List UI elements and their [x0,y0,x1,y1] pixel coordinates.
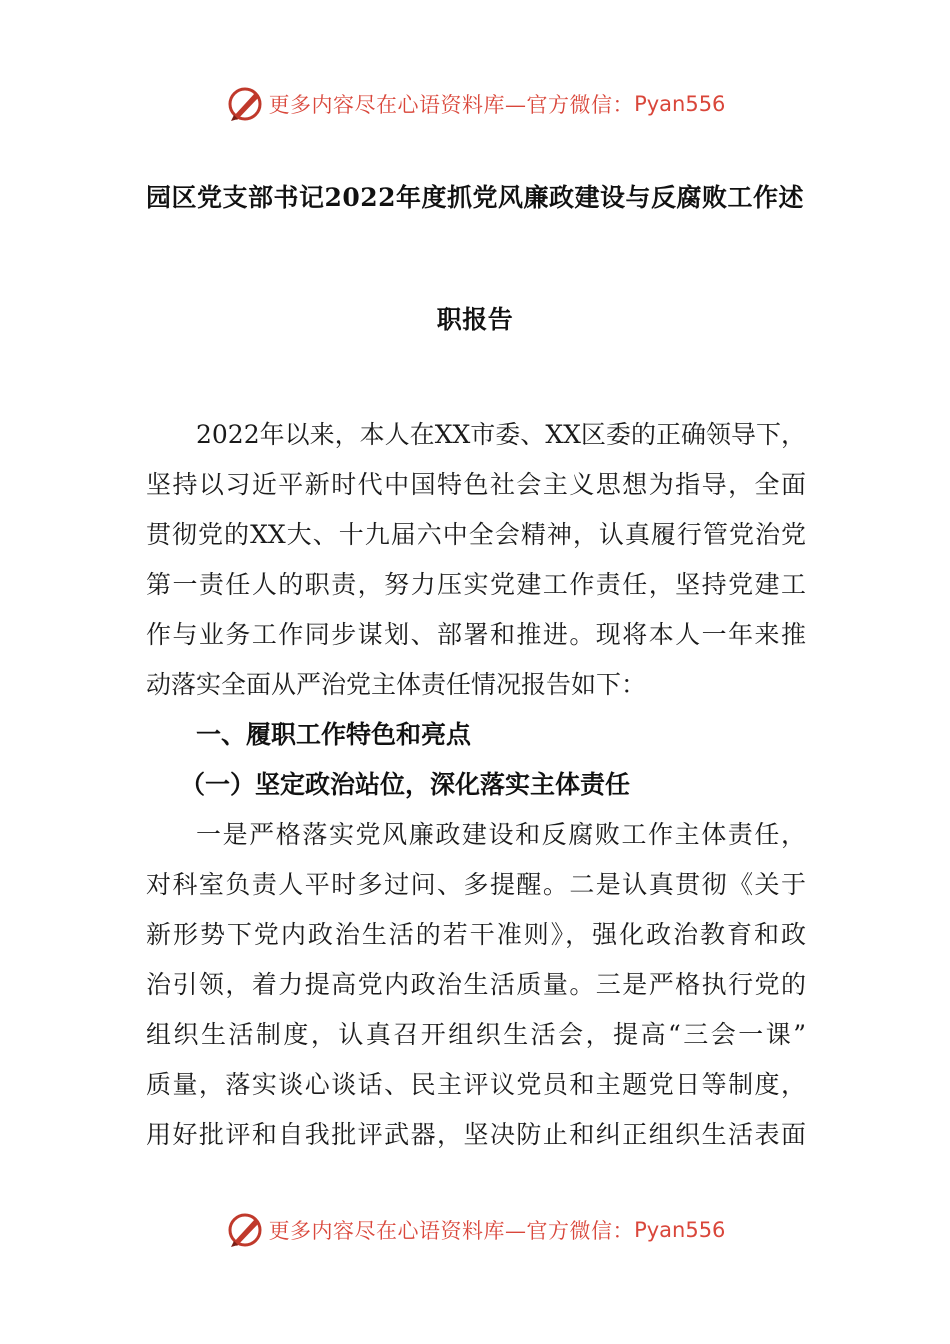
watermark-footer [0,1208,950,1252]
text-line: 坚持以习近平新时代中国特色社会主义思想为指导，全面 [146,470,806,499]
document-title-line-1: 园区党支部书记2022年度抓党风廉政建设与反腐败工作述 [145,183,805,212]
text-line: 第一责任人的职责，努力压实党建工作责任，坚持党建工 [146,570,806,599]
subsection-heading-1: （一）坚定政治站位，深化落实主体责任 [180,770,631,799]
text-line: 新形势下党内政治生活的若干准则》，强化政治教育和政 [146,920,806,949]
watermark-text: 更多内容尽在心语资料库—官方微信： [268,93,635,117]
text-line: 作与业务工作同步谋划、部署和推进。现将本人一年来推 [146,620,806,649]
section-heading-1: 一、履职工作特色和亮点 [196,720,472,749]
section-headings [146,710,806,810]
watermark-wechat-id: Pyan556 [634,92,726,116]
text-line: 治引领，着力提高党内政治生活质量。三是严格执行党的 [146,970,806,999]
intro-paragraph [146,410,806,710]
text-line: 动落实全面从严治党主体责任情况报告如下： [146,670,647,699]
text-line: 贯彻党的XX大、十九届六中全会精神，认真履行管党治党 [146,520,806,549]
watermark-text: 更多内容尽在心语资料库—官方微信： [268,1219,635,1243]
text-line: 质量，落实谈心谈话、民主评议党员和主题党日等制度， [146,1070,806,1099]
document-title-line-2: 职报告 [436,305,514,334]
text-line: 组织生活制度，认真召开组织生活会，提高“三会一课” [146,1020,806,1049]
pen-logo-icon [225,84,265,124]
text-line: 2022年以来，本人在XX市委、XX区委的正确领导下， [196,420,806,449]
pen-logo-icon [225,1210,265,1250]
text-line: 对科室负责人平时多过问、多提醒。二是认真贯彻《关于 [146,870,806,899]
watermark-header [0,82,950,126]
body-paragraph [146,810,806,1160]
watermark-wechat-id: Pyan556 [634,1218,726,1242]
text-line: 用好批评和自我批评武器，坚决防止和纠正组织生活表面 [146,1120,806,1149]
text-line: 一是严格落实党风廉政建设和反腐败工作主体责任， [196,820,806,849]
